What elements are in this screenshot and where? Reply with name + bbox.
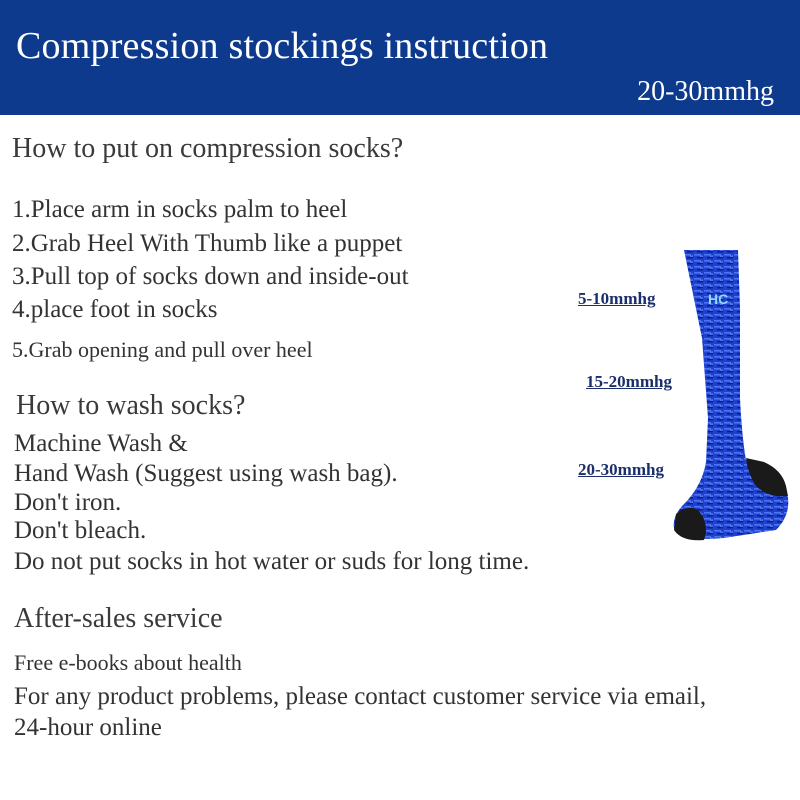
wash-heading: How to wash socks? — [16, 390, 246, 421]
put-on-step: 2.Grab Heel With Thumb like a puppet — [12, 230, 403, 257]
put-on-step: 1.Place arm in socks palm to heel — [12, 196, 348, 223]
compression-sock-image — [664, 248, 796, 548]
after-sales-line: 24-hour online — [14, 714, 162, 741]
put-on-heading: How to put on compression socks? — [12, 133, 404, 164]
put-on-step: 3.Pull top of socks down and inside-out — [12, 263, 409, 290]
wash-line: Machine Wash & — [14, 430, 188, 457]
pressure-rating: 20-30mmhg — [637, 76, 774, 107]
sock-logo: HC — [708, 291, 729, 307]
page-title: Compression stockings instruction — [16, 25, 549, 67]
title-banner — [0, 0, 800, 115]
put-on-step: 5.Grab opening and pull over heel — [12, 337, 313, 362]
pressure-label: 5-10mmhg — [578, 289, 656, 308]
put-on-step: 4.place foot in socks — [12, 296, 218, 323]
pressure-label: 15-20mmhg — [586, 372, 672, 391]
sock-body — [674, 250, 789, 539]
wash-line: Do not put socks in hot water or suds for long time. — [14, 548, 530, 575]
after-sales-heading: After-sales service — [14, 603, 223, 634]
after-sales-line: Free e-books about health — [14, 650, 242, 675]
wash-line: Don't iron. — [14, 489, 122, 516]
wash-line: Don't bleach. — [14, 517, 147, 544]
wash-line: Hand Wash (Suggest using wash bag). — [14, 460, 398, 487]
after-sales-line: For any product problems, please contact customer service via email, — [14, 683, 707, 710]
pressure-label: 20-30mmhg — [578, 460, 664, 479]
